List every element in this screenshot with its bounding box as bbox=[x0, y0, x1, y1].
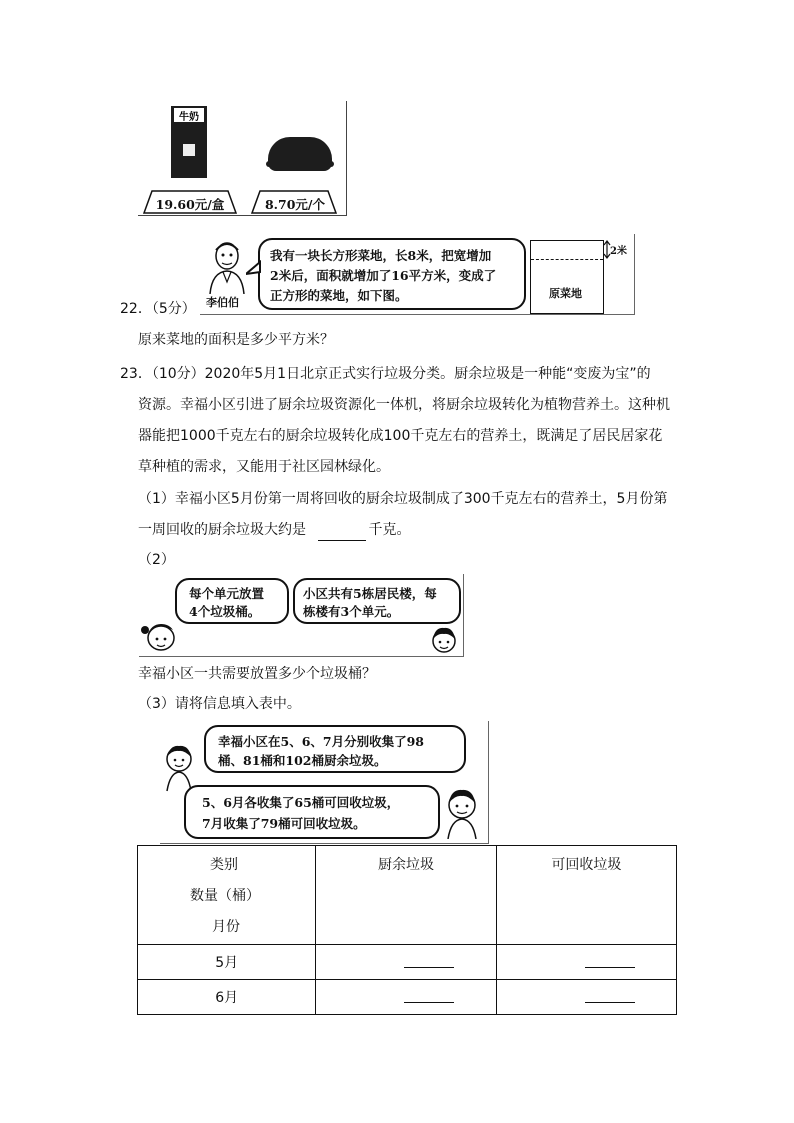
row-label-may: 5月 bbox=[138, 944, 316, 979]
q22-picture bbox=[200, 234, 635, 315]
bread-price: 8.70元/个 bbox=[264, 197, 325, 212]
may-kitchen-cell[interactable] bbox=[316, 944, 496, 979]
milk-price: 19.60元/盒 bbox=[155, 197, 225, 212]
part3-top-line-2: 桶、81桶和102桶厨余垃圾。 bbox=[218, 753, 387, 768]
q23-intro-line-1: 23．（10分）2020年5月1日北京正式实行垃圾分类。厨余垃圾是一种能“变废为宝”的 bbox=[120, 366, 651, 382]
price-picture bbox=[138, 101, 347, 216]
speech-line-3: 正方形的菜地，如下图。 bbox=[270, 288, 408, 303]
part1-answer-blank[interactable] bbox=[318, 520, 366, 541]
part2-right-bubble bbox=[293, 578, 461, 624]
header-month: 月份 bbox=[212, 919, 240, 935]
col-header-kitchen: 厨余垃圾 bbox=[316, 846, 496, 945]
speaker-name: 李伯伯 bbox=[206, 296, 239, 309]
garbage-table bbox=[137, 845, 677, 1015]
part2-right-line-1: 小区共有5栋居民楼，每 bbox=[303, 586, 437, 601]
row-label-june: 6月 bbox=[138, 979, 316, 1014]
q23-part1-line-2 bbox=[138, 520, 410, 541]
part2-left-bubble bbox=[175, 578, 289, 624]
uncle-li-image bbox=[206, 238, 248, 294]
may-recyclable-cell[interactable] bbox=[496, 944, 676, 979]
q23-intro-line-3: 器能把1000千克左右的厨余垃圾转化成100千克左右的营养土，既满足了居民居家花 bbox=[138, 428, 663, 444]
garden-label: 原菜地 bbox=[549, 287, 582, 300]
part2-left-line-1: 每个单元放置 bbox=[189, 586, 265, 601]
garden-diagram bbox=[530, 240, 604, 314]
part1-text-b: 千克。 bbox=[368, 522, 411, 538]
col-header-recyclable: 可回收垃圾 bbox=[496, 846, 676, 945]
boy-image-2 bbox=[442, 787, 482, 839]
june-recyclable-cell[interactable] bbox=[496, 979, 676, 1014]
girl-image bbox=[141, 618, 181, 654]
part3-bottom-line-1: 5、6月各收集了65桶可回收垃圾， bbox=[202, 795, 400, 810]
part1-text-a: 一周回收的厨余垃圾大约是 bbox=[138, 522, 306, 538]
part3-bottom-bubble bbox=[184, 785, 440, 839]
part2-right-line-2: 栋楼有3个单元。 bbox=[303, 604, 400, 619]
q23-part2-question: 幸福小区一共需要放置多少个垃圾桶？ bbox=[138, 666, 376, 682]
boy-image bbox=[429, 624, 459, 654]
part3-top-line-1: 幸福小区在5、6、7月分别收集了98 bbox=[218, 734, 424, 749]
header-category: 类别 bbox=[210, 857, 238, 873]
q22-speech-bubble bbox=[258, 238, 526, 310]
q23-intro-line-4: 草种植的需求，又能用于社区园林绿化。 bbox=[138, 459, 390, 475]
speech-line-2: 2米后，面积就增加了16平方米，变成了 bbox=[270, 268, 497, 283]
header-quantity: 数量（桶） bbox=[190, 888, 260, 904]
table-row bbox=[138, 979, 677, 1014]
june-kitchen-cell[interactable] bbox=[316, 979, 496, 1014]
table-header-diagonal bbox=[138, 846, 316, 945]
q23-intro-line-2: 资源。幸福小区引进了厨余垃圾资源化一体机，将厨余垃圾转化为植物营养土。这种机 bbox=[138, 397, 670, 413]
q23-part3-picture bbox=[160, 721, 489, 844]
garden-dim-label: 2米 bbox=[610, 246, 627, 257]
q22-question: 原来菜地的面积是多少平方米？ bbox=[138, 332, 334, 348]
q23-part2-label: （2） bbox=[138, 552, 175, 568]
q23-part2-picture bbox=[139, 574, 464, 657]
milk-label: 牛奶 bbox=[179, 112, 199, 123]
q23-part1-line-1: （1）幸福小区5月份第一周将回收的厨余垃圾制成了300千克左右的营养土，5月份第 bbox=[138, 491, 668, 507]
q23-part3-label: （3）请将信息填入表中。 bbox=[138, 696, 301, 712]
q22-number: 22．（5分） bbox=[120, 301, 196, 317]
part3-bottom-line-2: 7月收集了79桶可回收垃圾。 bbox=[202, 816, 366, 831]
table-row bbox=[138, 944, 677, 979]
milk-carton-image bbox=[171, 106, 207, 178]
part3-top-bubble bbox=[204, 725, 466, 773]
speech-line-1: 我有一块长方形菜地，长8米，把宽增加 bbox=[270, 248, 492, 263]
part2-left-line-2: 4个垃圾桶。 bbox=[189, 604, 261, 619]
